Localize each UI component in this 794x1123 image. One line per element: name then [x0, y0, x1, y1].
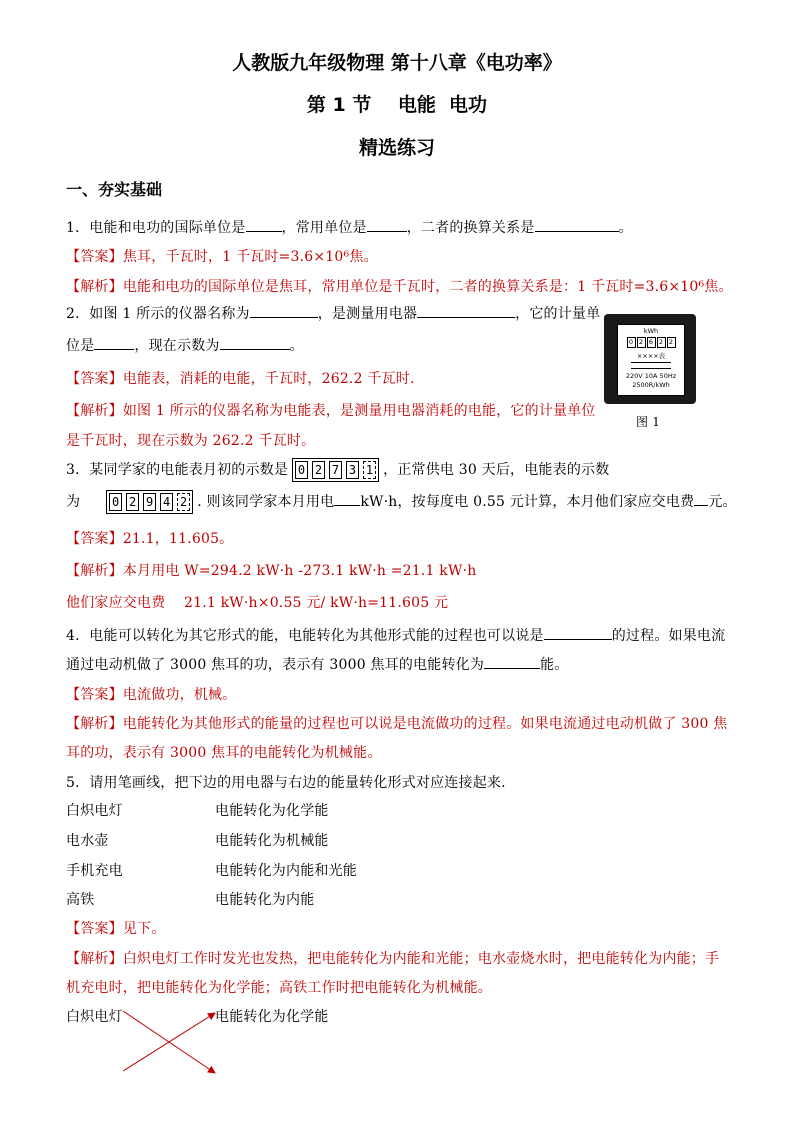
exercise-title: 精选练习 — [358, 137, 435, 159]
analysis-3-line-2: 他们家应交电费 21.1 kW·h×0.55 元/ kW·h=11.605 元 — [66, 595, 449, 611]
device-item: 电水壶 — [66, 833, 109, 849]
answer-5: 【答案】见下。 — [66, 921, 166, 937]
answer-blank — [417, 304, 515, 318]
figure-caption: 图 1 — [636, 415, 661, 429]
answer-blank — [250, 304, 318, 318]
device-item: 白炽电灯 — [66, 803, 123, 819]
answer-blank — [535, 218, 619, 232]
answer-blank — [220, 336, 290, 350]
answer-3: 【答案】21.1，11.605。 — [66, 531, 234, 547]
analysis-4-line-2: 耳的功，表示有 3000 焦耳的电能转化为机械能。 — [66, 745, 382, 761]
answer-blank — [484, 655, 540, 669]
meter-digits: 0 2 6 2 2 — [618, 337, 684, 348]
connection-line-up — [123, 1013, 215, 1071]
question-5: 5．请用笔画线，把下边的用电器与右边的能量转化形式对应连接起来． — [66, 775, 516, 791]
analysis-1: 【解析】电能和电功的国际单位是焦耳，常用单位是千瓦时，二者的换算关系是：1 千瓦时=3.6×10⁶焦。 — [66, 279, 733, 295]
question-3-line-1: 3．某同学家的电能表月初的示数是 0 2 7 3 1 ，正常供电 30 天后，电能表的示数 — [66, 458, 609, 482]
electric-meter-figure — [604, 314, 696, 404]
section-heading: 一、夯实基础 — [66, 180, 163, 199]
answer-2: 【答案】电能表，消耗的电能，千瓦时，262.2 千瓦时. — [66, 371, 415, 387]
diagram-conversion-label: 电能转化为化学能 — [215, 1009, 329, 1025]
answer-blank — [94, 336, 134, 350]
question-4-line-1: 4．电能可以转化为其它形式的能，电能转化为其他形式能的过程也可以说是 的过程。如果电流 — [66, 628, 726, 644]
connection-lines — [115, 1005, 225, 1080]
meter-reading-start: 0 2 7 3 1 — [292, 458, 379, 482]
question-3-line-2: 为 0 2 9 4 2 . 则该同学家本月用电 kW·h，按每度电 0.55 元计算，本月他们家应交电费 元。 — [66, 490, 737, 514]
answer-1: 【答案】焦耳，千瓦时，1 千瓦时=3.6×10⁶焦。 — [66, 249, 378, 265]
section-subtitle: 第 1 节 电能 电功 — [306, 94, 488, 116]
answer-4: 【答案】电流做功，机械。 — [66, 687, 237, 703]
meter-reading-end: 0 2 9 4 2 — [106, 490, 193, 514]
device-item: 手机充电 — [66, 863, 123, 879]
question-2-line-2: 位是 ，现在示数为 。 — [66, 338, 304, 354]
analysis-4-line-1: 【解析】电能转化为其他形式的能量的过程也可以说是电流做功的过程。如果电流通过电动机做了 300 焦 — [66, 716, 728, 732]
conversion-item: 电能转化为机械能 — [215, 833, 329, 849]
question-4-line-2: 通过电动机做了 3000 焦耳的功，表示有 3000 焦耳的电能转化为 能。 — [66, 657, 569, 673]
meter-unit: kWh — [643, 327, 659, 335]
analysis-2-line-2: 是千瓦时，现在示数为 262.2 千瓦时。 — [66, 433, 316, 449]
meter-spec-1: 220V 10A 50Hz — [625, 372, 677, 380]
analysis-5-line-2: 机充电时，把电能转化为化学能；高铁工作时把电能转化为机械能。 — [66, 980, 492, 996]
answer-blank — [246, 218, 282, 232]
analysis-2-line-1: 【解析】如图 1 所示的仪器名称为电能表，是测量用电器消耗的电能，它的计量单位 — [66, 403, 596, 419]
answer-blank — [334, 492, 360, 506]
conversion-item: 电能转化为内能 — [215, 892, 315, 908]
analysis-3-line-1: 【解析】本月用电 W=294.2 kW·h -273.1 kW·h =21.1 kW·h — [66, 563, 477, 579]
analysis-5-line-1: 【解析】白炽电灯工作时发光也发热，把电能转化为内能和光能；电水壶烧水时，把电能转化为内能；手 — [66, 951, 720, 967]
meter-face — [617, 324, 685, 396]
meter-model: ××××表 — [636, 352, 666, 360]
question-1: 1．电能和电功的国际单位是 ，常用单位是 ，二者的换算关系是 。 — [66, 220, 633, 236]
answer-blank — [367, 218, 407, 232]
answer-blank — [694, 492, 708, 506]
diagram-device-label: 白炽电灯 — [66, 1009, 123, 1025]
answer-blank — [544, 626, 612, 640]
meter-disc-window — [631, 362, 671, 369]
conversion-item: 电能转化为化学能 — [215, 803, 329, 819]
page-title: 人教版九年级物理 第十八章《电功率》 — [232, 52, 562, 74]
conversion-item: 电能转化为内能和光能 — [215, 863, 357, 879]
question-2-line-1: 2．如图 1 所示的仪器名称为 ，是测量用电器 ，它的计量单 — [66, 306, 601, 322]
meter-spec-2: 2500R/kWh — [632, 381, 670, 389]
device-item: 高铁 — [66, 892, 95, 908]
